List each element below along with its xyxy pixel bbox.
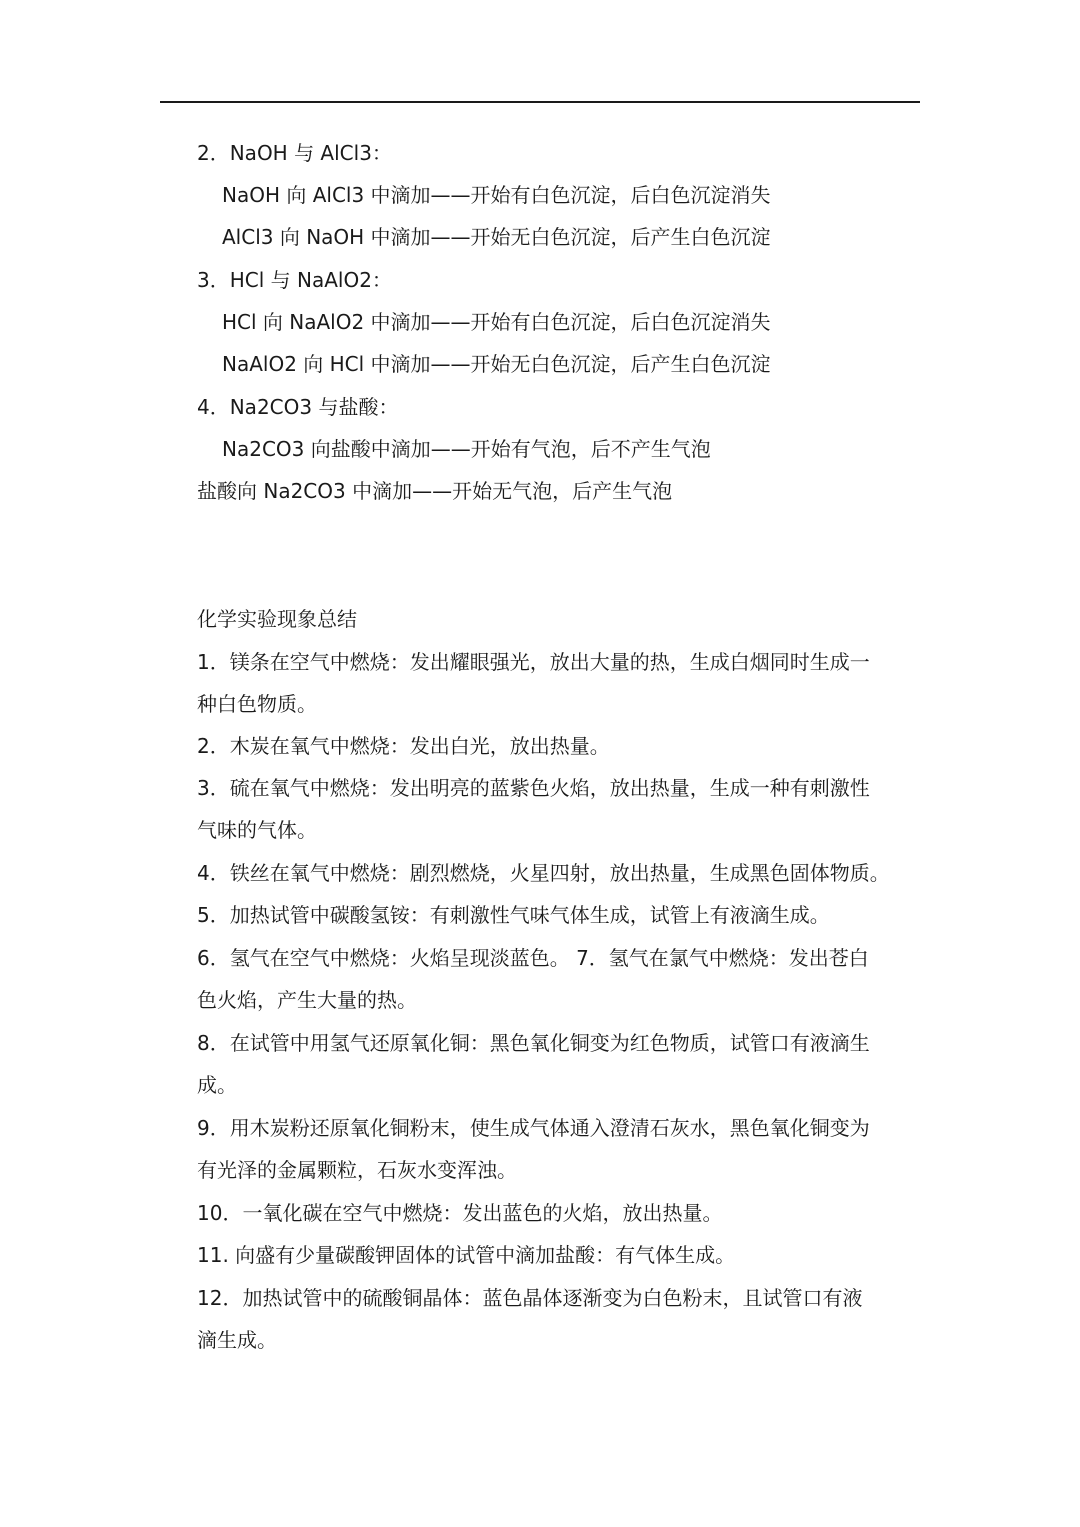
item-2-line-2: AlCl3 向 NaOH 中滴加——开始无白色沉淀，后产生白色沉淀	[222, 225, 771, 249]
item-3-line-1: HCl 向 NaAlO2 中滴加——开始有白色沉淀，后白色沉淀消失	[222, 310, 771, 334]
item-2-line-1: NaOH 向 AlCl3 中滴加——开始有白色沉淀，后白色沉淀消失	[222, 183, 771, 207]
item-3-line-2: NaAlO2 向 HCl 中滴加——开始无白色沉淀，后产生白色沉淀	[222, 352, 771, 376]
item-4-line-1: Na2CO3 向盐酸中滴加——开始有气泡，后不产生气泡	[222, 437, 711, 461]
item-2-title: 2．NaOH 与 AlCl3：	[197, 141, 392, 165]
item-3-title: 3．HCl 与 NaAlO2：	[197, 268, 392, 292]
summary-line: 5．加热试管中碳酸氢铵：有刺激性气味气体生成，试管上有液滴生成。	[197, 903, 830, 927]
summary-line: 色火焰，产生大量的热。	[197, 988, 417, 1012]
summary-line: 1．镁条在空气中燃烧：发出耀眼强光，放出大量的热，生成白烟同时生成一	[197, 650, 870, 674]
summary-line: 种白色物质。	[197, 692, 317, 716]
summary-line: 11. 向盛有少量碳酸钾固体的试管中滴加盐酸：有气体生成。	[197, 1243, 736, 1267]
summary-line: 4．铁丝在氧气中燃烧：剧烈燃烧，火星四射，放出热量，生成黑色固体物质。	[197, 861, 890, 885]
summary-line: 6．氢气在空气中燃烧：火焰呈现淡蓝色。 7．氢气在氯气中燃烧：发出苍白	[197, 946, 869, 970]
item-4-title: 4．Na2CO3 与盐酸：	[197, 395, 399, 419]
summary-line: 2．木炭在氧气中燃烧：发出白光，放出热量。	[197, 734, 610, 758]
summary-line: 有光泽的金属颗粒，石灰水变浑浊。	[197, 1158, 517, 1182]
summary-line: 成。	[197, 1073, 237, 1097]
summary-line: 8．在试管中用氢气还原氧化铜：黑色氧化铜变为红色物质，试管口有液滴生	[197, 1031, 870, 1055]
section-heading: 化学实验现象总结	[197, 607, 357, 631]
summary-line: 滴生成。	[197, 1328, 277, 1352]
summary-line: 气味的气体。	[197, 818, 317, 842]
summary-line: 3．硫在氧气中燃烧：发出明亮的蓝紫色火焰，放出热量，生成一种有刺激性	[197, 776, 870, 800]
summary-line: 10．一氧化碳在空气中燃烧：发出蓝色的火焰，放出热量。	[197, 1201, 723, 1225]
summary-line: 9．用木炭粉还原氧化铜粉末，使生成气体通入澄清石灰水，黑色氧化铜变为	[197, 1116, 870, 1140]
header-rule	[160, 101, 920, 103]
summary-line: 12．加热试管中的硫酸铜晶体：蓝色晶体逐渐变为白色粉末，且试管口有液	[197, 1286, 863, 1310]
item-4-line-2: 盐酸向 Na2CO3 中滴加——开始无气泡，后产生气泡	[197, 479, 673, 503]
